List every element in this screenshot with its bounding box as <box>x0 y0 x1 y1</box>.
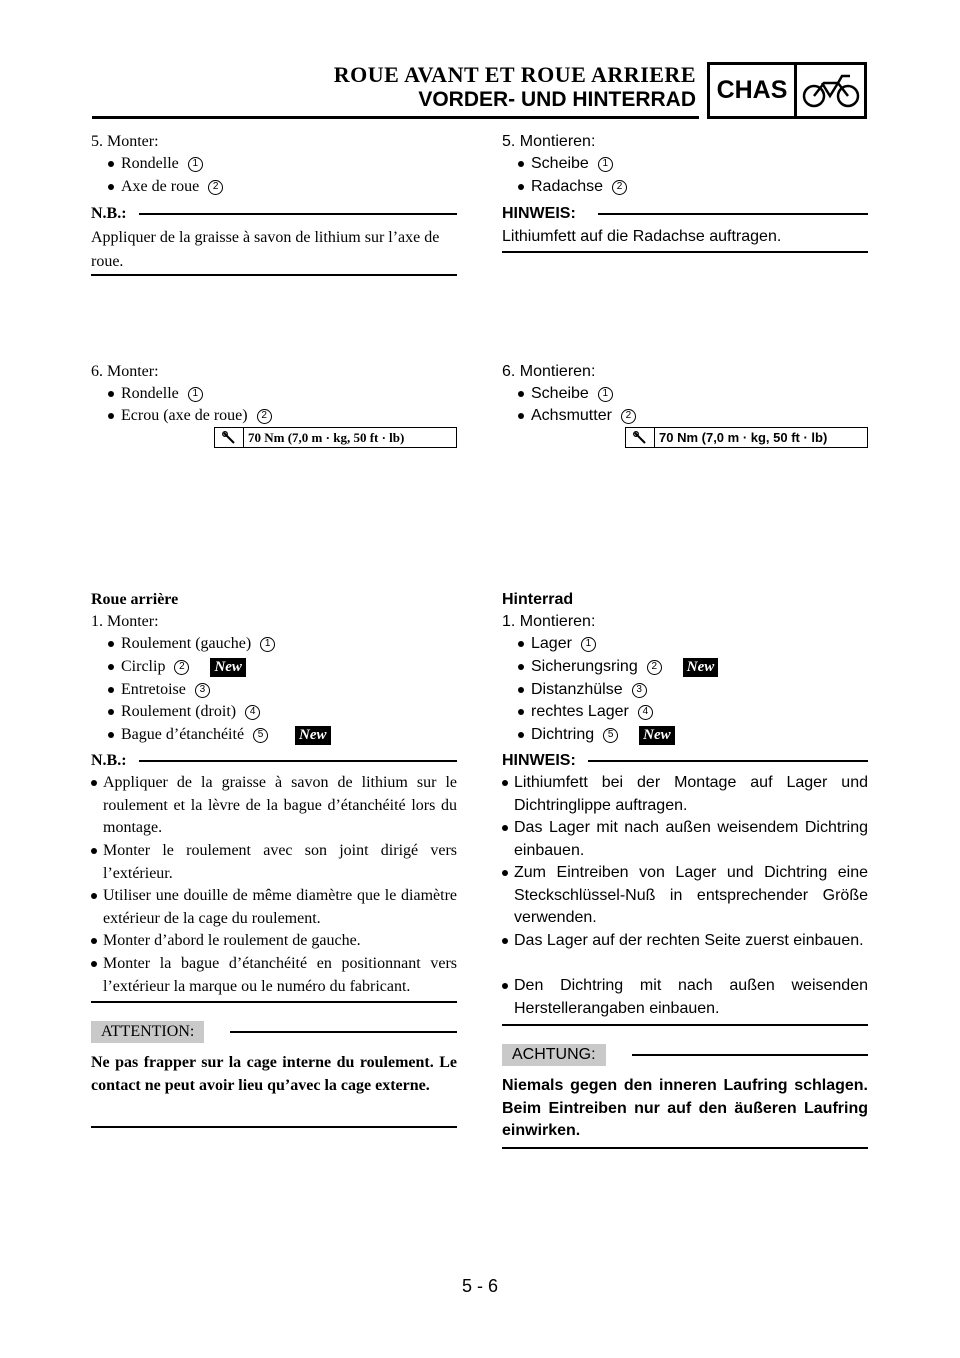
callout-marker: 2 <box>621 409 636 424</box>
page-title-de: VORDER- UND HINTERRAD <box>418 88 696 111</box>
callout-marker: 1 <box>598 387 613 402</box>
callout-marker: 3 <box>632 683 647 698</box>
list-item: Das Lager auf der rechten Seite zuerst einbauen. <box>502 930 868 953</box>
fr-note2-heading: N.B.: <box>91 752 457 770</box>
fr-note1-heading: N.B.: <box>91 205 457 223</box>
bullet-icon <box>518 184 524 190</box>
list-item: Rondelle 1 <box>108 153 203 176</box>
fr-note1-text: Appliquer de la graisse à savon de lithium sur l’axe de roue. <box>91 229 440 270</box>
divider <box>91 274 457 276</box>
bullet-icon <box>91 938 97 944</box>
de-step5-title: 5. Montieren: <box>502 133 596 150</box>
fr-rear-title: Roue arrière <box>91 591 179 608</box>
bullet-icon <box>502 870 508 876</box>
torque-spec: 70 Nm (7,0 m · kg, 50 ft · lb) <box>625 427 868 448</box>
list-item: Radachse 2 <box>518 176 627 199</box>
list-item: Zum Eintreiben von Lager und Dichtring eine Steckschlüssel-Nuß in entsprechender Größe verwenden. <box>502 862 868 930</box>
list-item: Dichtring 5 New <box>518 724 675 747</box>
bullet-icon <box>518 161 524 167</box>
bullet-icon <box>91 848 97 854</box>
wrench-icon <box>215 428 244 447</box>
bullet-icon <box>108 161 114 167</box>
callout-marker: 2 <box>208 180 223 195</box>
motorcycle-icon <box>797 65 864 116</box>
callout-marker: 1 <box>260 637 275 652</box>
list-item: Roulement (gauche) 1 <box>108 633 275 656</box>
bullet-icon <box>502 825 508 831</box>
list-item: Utiliser une douille de même diamètre que le diamètre extérieur de la cage du roulement. <box>91 885 457 930</box>
wrench-icon <box>626 428 655 447</box>
list-item: Entretoise 3 <box>108 679 210 702</box>
callout-marker: 2 <box>174 660 189 675</box>
list-item: Ecrou (axe de roue) 2 <box>108 405 272 428</box>
callout-marker: 1 <box>581 637 596 652</box>
callout-marker: 3 <box>195 683 210 698</box>
callout-marker: 1 <box>188 157 203 172</box>
bullet-icon <box>502 938 508 944</box>
bullet-icon <box>108 687 114 693</box>
de-step6-title: 6. Montieren: <box>502 363 596 380</box>
callout-marker: 2 <box>647 660 662 675</box>
header-rule <box>92 116 699 119</box>
list-item: Achsmutter 2 <box>518 405 636 428</box>
bullet-icon <box>108 641 114 647</box>
bullet-icon <box>91 780 97 786</box>
list-item: Lithiumfett bei der Montage auf Lager und Dichtringlippe auftragen. <box>502 772 868 817</box>
list-item: Monter d’abord le roulement de gauche. <box>91 930 457 953</box>
fr-rear-step1-title: 1. Monter: <box>91 613 159 630</box>
callout-marker: 4 <box>245 705 260 720</box>
callout-marker: 1 <box>598 157 613 172</box>
new-part-badge: New <box>295 726 331 745</box>
divider <box>502 251 868 253</box>
bullet-icon <box>108 413 114 419</box>
list-item: Sicherungsring 2 New <box>518 656 718 679</box>
list-item: Lager 1 <box>518 633 596 656</box>
bullet-icon <box>518 664 524 670</box>
callout-marker: 1 <box>188 387 203 402</box>
divider <box>91 1126 457 1128</box>
list-item: Appliquer de la graisse à savon de lithium sur le roulement et la lèvre de la bague d’étanchéité lors du montage. <box>91 772 457 840</box>
bullet-icon <box>108 709 114 715</box>
bullet-icon <box>108 664 114 670</box>
de-note1-heading: HINWEIS: <box>502 205 868 223</box>
de-note2-heading: HINWEIS: <box>502 752 868 770</box>
list-item: rechtes Lager 4 <box>518 701 653 724</box>
list-item: Scheibe 1 <box>518 383 613 406</box>
section-badge <box>707 62 867 119</box>
callout-marker: 5 <box>603 728 618 743</box>
callout-marker: 2 <box>257 409 272 424</box>
bullet-icon <box>91 961 97 967</box>
bullet-icon <box>518 732 524 738</box>
list-item: Bague d’étanchéité 5 New <box>108 724 331 747</box>
de-attention-heading: ACHTUNG: <box>502 1044 868 1066</box>
bullet-icon <box>518 641 524 647</box>
new-part-badge: New <box>210 658 246 677</box>
list-item: Monter la bague d’étanchéité en positionnant vers l’extérieur la marque ou le numéro du fabricant. <box>91 953 457 998</box>
divider <box>502 1147 868 1149</box>
de-rear-title: Hinterrad <box>502 591 574 608</box>
section-label: CHAS <box>710 65 797 116</box>
list-item: Monter le roulement avec son joint dirigé vers l’extérieur. <box>91 840 457 885</box>
callout-marker: 2 <box>612 180 627 195</box>
de-attention-text: Niemals gegen den inneren Laufring schlagen. Beim Eintreiben nur auf den äußeren Laufring einwirken. <box>502 1077 868 1139</box>
bullet-icon <box>108 732 114 738</box>
fr-step5-title: 5. Monter: <box>91 133 159 150</box>
divider <box>502 1024 868 1026</box>
callout-marker: 4 <box>638 705 653 720</box>
bullet-icon <box>518 687 524 693</box>
bullet-icon <box>91 893 97 899</box>
fr-attention-text: Ne pas frapper sur la cage interne du roulement. Le contact ne peut avoir lieu qu’avec la cage externe. <box>91 1054 457 1094</box>
bullet-icon <box>502 780 508 786</box>
bullet-icon <box>108 391 114 397</box>
bullet-icon <box>502 983 508 989</box>
fr-step6-title: 6. Monter: <box>91 363 159 380</box>
list-item: Den Dichtring mit nach außen weisenden Herstellerangaben einbauen. <box>502 975 868 1020</box>
callout-marker: 5 <box>253 728 268 743</box>
bullet-icon <box>518 709 524 715</box>
list-item: Roulement (droit) 4 <box>108 701 260 724</box>
list-item: Das Lager mit nach außen weisendem Dichtring einbauen. <box>502 817 868 862</box>
de-rear-step1-title: 1. Montieren: <box>502 613 596 630</box>
bullet-icon <box>518 391 524 397</box>
page-title-fr: ROUE AVANT ET ROUE ARRIERE <box>333 62 696 87</box>
list-item: Distanzhülse 3 <box>518 679 647 702</box>
list-item: Circlip 2 New <box>108 656 246 679</box>
bullet-icon <box>518 413 524 419</box>
list-item: Axe de roue 2 <box>108 176 223 199</box>
list-item: Scheibe 1 <box>518 153 613 176</box>
new-part-badge: New <box>683 658 719 677</box>
fr-attention-heading: ATTENTION: <box>91 1021 457 1043</box>
torque-spec: 70 Nm (7,0 m · kg, 50 ft · lb) <box>214 427 457 448</box>
divider <box>91 1001 457 1003</box>
bullet-icon <box>108 184 114 190</box>
page-number: 5 - 6 <box>461 1276 499 1296</box>
list-item: Rondelle 1 <box>108 383 203 406</box>
new-part-badge: New <box>639 726 675 745</box>
de-note1-text: Lithiumfett auf die Radachse auftragen. <box>502 228 782 245</box>
